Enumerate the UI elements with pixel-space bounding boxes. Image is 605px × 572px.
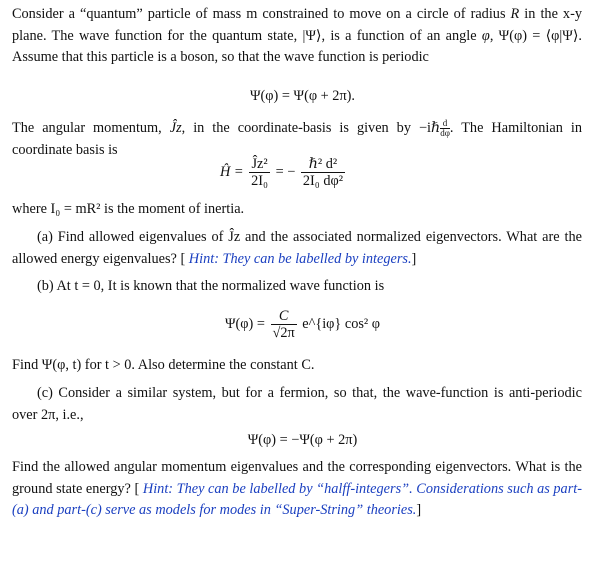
angular-momentum-paragraph bbox=[12, 118, 582, 161]
part-a-hint: Hint: They can be labelled by integers. bbox=[188, 250, 412, 267]
hamiltonian-fraction-2 bbox=[301, 156, 345, 189]
fermion-text: Find the allowed angular momentum eigenvalues and the corresponding eigenvectors. What is the ground state energy? [ bbox=[12, 459, 582, 497]
part-b: (b) At t = 0, It is known that the normalized wave function is bbox=[37, 278, 385, 294]
wavefunction-num: C bbox=[278, 308, 289, 324]
wavefunction-lhs: Ψ(φ) = bbox=[224, 315, 265, 332]
part-a bbox=[12, 227, 582, 270]
derivative-num: d bbox=[442, 118, 448, 129]
derivative-fraction bbox=[440, 119, 450, 138]
antiperiodic-equation: Ψ(φ) = −Ψ(φ + 2π) bbox=[247, 432, 358, 448]
radius-symbol: R bbox=[510, 6, 520, 22]
frac2-den: 2I₀ dφ² bbox=[302, 173, 344, 189]
am-text-1: The angular momentum, bbox=[12, 120, 170, 136]
part-a-close: ] bbox=[411, 250, 417, 267]
intro-text-1: Consider a “quantum” particle of mass m constrained to move on a circle of radius bbox=[12, 6, 511, 22]
intro-paragraph bbox=[12, 4, 582, 69]
am-text-3: . The Hamiltonian in coordinate basis is bbox=[12, 120, 582, 158]
hamiltonian-equation bbox=[220, 156, 347, 196]
frac2-num: ℏ² d² bbox=[308, 156, 338, 172]
hamiltonian-lhs: Ĥ = bbox=[220, 163, 244, 180]
fermion-hint: Hint: They can be labelled by “halff-integers”. Considerations such as part-(a) and part-(c) serve as models for modes in “Super-String” theories. bbox=[12, 480, 582, 518]
intro-text-3: , Ψ(φ) = ⟨φ|Ψ⟩. Assume that this particle is a boson, so that the wave function is periodic bbox=[12, 27, 582, 65]
periodic-equation: Ψ(φ) = Ψ(φ + 2π). bbox=[249, 88, 355, 104]
hamiltonian-equals: = − bbox=[275, 163, 296, 180]
am-text-2: , in the coordinate-basis is given by −iℏ bbox=[181, 120, 441, 136]
hamiltonian-fraction-1 bbox=[249, 156, 270, 189]
wavefunction-rhs: e^{iφ} cos² φ bbox=[302, 315, 381, 332]
frac1-den: 2I₀ bbox=[251, 173, 269, 189]
fermion-close: ] bbox=[416, 502, 422, 518]
initial-wavefunction-equation bbox=[0, 308, 605, 348]
wavefunction-fraction bbox=[271, 308, 297, 341]
frac1-num: Ĵz² bbox=[251, 156, 268, 172]
wavefunction-den: √2π bbox=[272, 325, 295, 341]
fermion-paragraph bbox=[12, 457, 582, 522]
inertia-paragraph: where I₀ = mR² is the moment of inertia. bbox=[12, 201, 245, 217]
part-c: (c) Consider a similar system, but for a fermion, so that, the wave-function is anti-periodic over 2π, i.e., bbox=[12, 385, 582, 423]
part-a-text: (a) Find allowed eigenvalues of Ĵz and the associated normalized eigenvectors. What are the allowed energy eigenvalues? [ bbox=[12, 229, 582, 267]
jz-symbol: Ĵz bbox=[169, 120, 182, 136]
intro-text-2: in the x-y plane. The wave function for the quantum state, |Ψ⟩, is a function of an angle bbox=[12, 6, 582, 44]
derivative-den: dφ bbox=[440, 128, 450, 139]
time-evolution-paragraph: Find Ψ(φ, t) for t > 0. Also determine the constant C. bbox=[12, 357, 315, 373]
phi-symbol: φ bbox=[481, 27, 490, 44]
